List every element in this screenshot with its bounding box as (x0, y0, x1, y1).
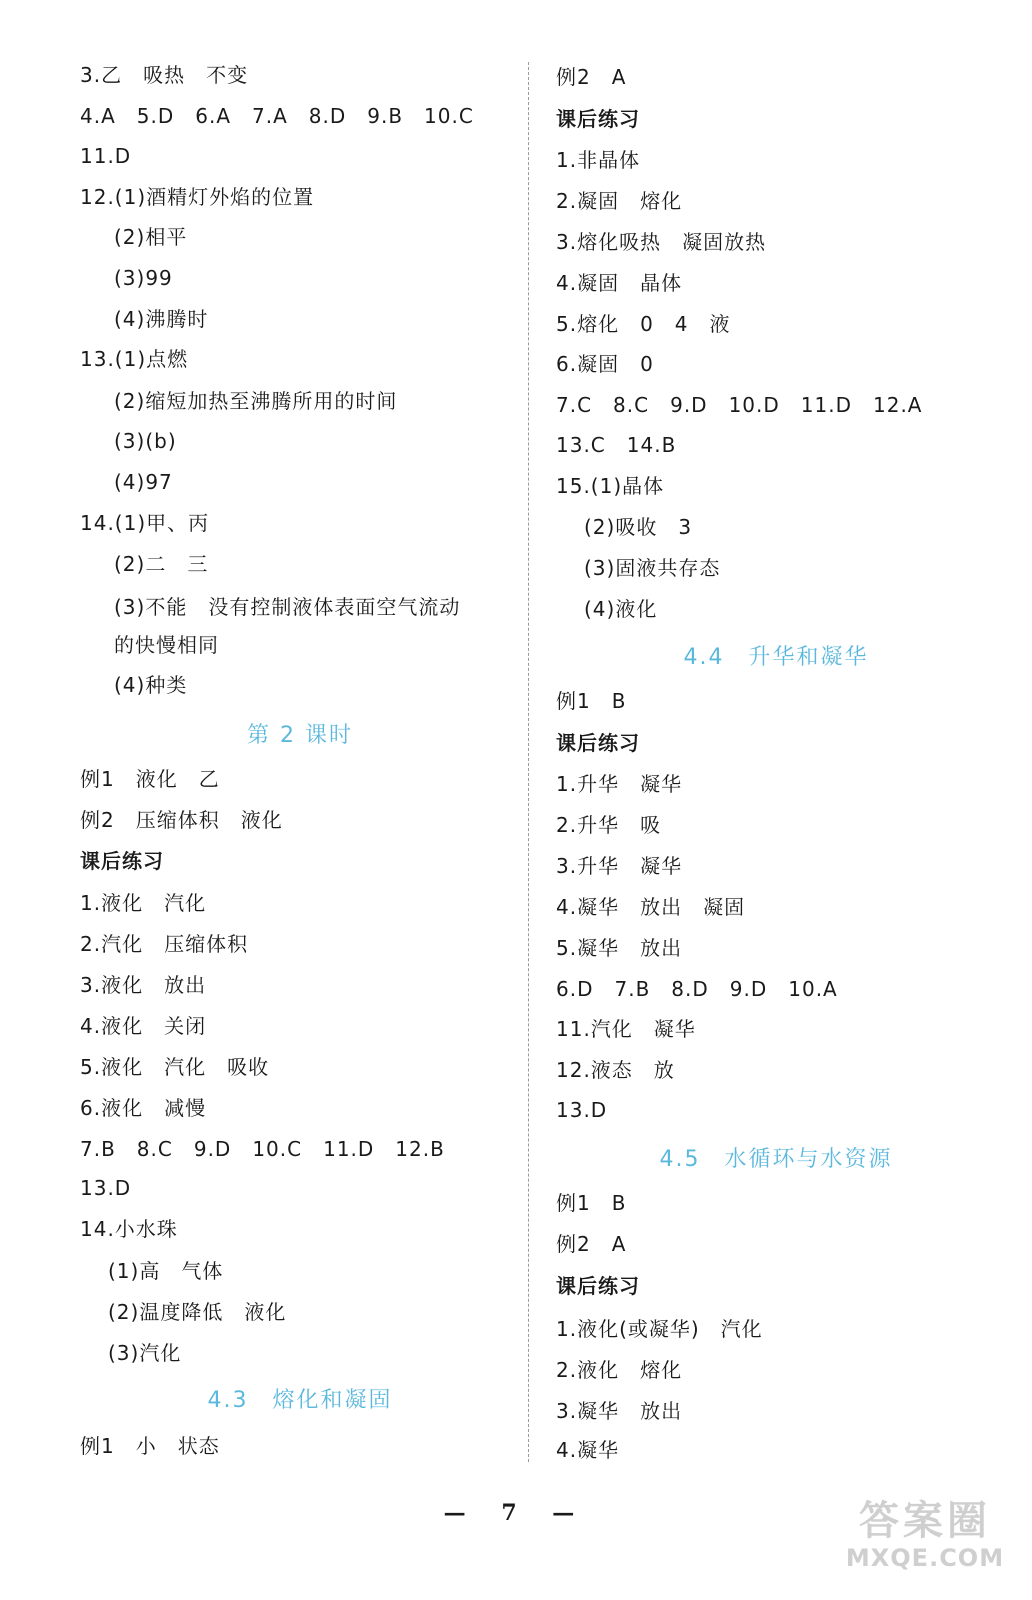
answer-line: 2.凝固 熔化 (556, 189, 683, 213)
answer-line: 3.熔化吸热 凝固放热 (556, 230, 767, 254)
answer-line: 12.液态 放 (556, 1058, 675, 1082)
example-line: 例1 B (556, 689, 627, 713)
answer-line: 3.液化 放出 (80, 973, 207, 997)
section-heading: 4.4 升华和凝华 (683, 645, 869, 670)
watermark-text: 答案圈 (859, 1498, 991, 1544)
answer-line: 6.凝固 0 (556, 352, 654, 376)
answer-subline: (3)不能 没有控制液体表面空气流动 (114, 595, 461, 619)
answer-subline: (2)温度降低 液化 (108, 1300, 287, 1324)
answer-subline: (2)相平 (114, 225, 188, 249)
answer-line: 6.D 7.B 8.D 9.D 10.A (556, 977, 838, 1001)
answer-line: 13.D (80, 1176, 132, 1200)
answer-line: 4.液化 关闭 (80, 1014, 207, 1038)
answer-line: 5.液化 汽化 吸收 (80, 1055, 270, 1079)
example-line: 例2 A (556, 1232, 627, 1256)
answer-subline: (3)(b) (114, 429, 177, 453)
answer-subline: (3)固液共存态 (584, 556, 721, 580)
answer-subline: 的快慢相同 (114, 633, 219, 657)
example-line: 例1 B (556, 1191, 627, 1215)
exercise-label: 课后练习 (80, 849, 164, 873)
answer-line: 6.液化 减慢 (80, 1096, 207, 1120)
column-divider (528, 62, 529, 1462)
answer-line: 13.D (556, 1098, 608, 1122)
answer-subline: (2)二 三 (114, 552, 209, 576)
answer-subline: (1)高 气体 (108, 1259, 224, 1283)
answer-line: 11.汽化 凝华 (556, 1017, 696, 1041)
answer-line: 1.升华 凝华 (556, 772, 683, 796)
answer-line: 15.(1)晶体 (556, 474, 665, 498)
exercise-label: 课后练习 (556, 107, 640, 131)
answer-subline: (4)沸腾时 (114, 307, 209, 331)
watermark-logo (835, 1498, 1015, 1572)
section-heading: 4.5 水循环与水资源 (659, 1147, 893, 1172)
answer-line: 7.C 8.C 9.D 10.D 11.D 12.A (556, 393, 923, 417)
watermark-url: MXQE.COM (845, 1544, 1005, 1572)
answer-line: 3.乙 吸热 不变 (80, 63, 249, 87)
answer-subline: (3)99 (114, 266, 173, 290)
answer-subline: (2)缩短加热至沸腾所用的时间 (114, 389, 398, 413)
answer-line: 5.凝华 放出 (556, 936, 683, 960)
page-number: — 7 — (443, 1500, 589, 1526)
answer-line: 4.凝华 放出 凝固 (556, 895, 746, 919)
answer-subline: (2)吸收 3 (584, 515, 693, 539)
answer-line: 13.(1)点燃 (80, 347, 189, 371)
answer-subline: (3)汽化 (108, 1341, 182, 1365)
answer-line: 2.汽化 压缩体积 (80, 932, 249, 956)
answer-line: 11.D (80, 144, 132, 168)
example-line: 例2 A (556, 65, 627, 89)
answer-line: 3.升华 凝华 (556, 854, 683, 878)
answer-subline: (4)97 (114, 470, 173, 494)
answer-line: 13.C 14.B (556, 433, 677, 457)
answer-line: 1.液化 汽化 (80, 891, 207, 915)
answer-line: 4.凝华 (556, 1438, 620, 1462)
answer-line: 4.A 5.D 6.A 7.A 8.D 9.B 10.C (80, 104, 474, 128)
answer-subline: (4)液化 (584, 597, 658, 621)
section-heading: 4.3 熔化和凝固 (207, 1388, 393, 1413)
exercise-label: 课后练习 (556, 1274, 640, 1298)
section-heading: 第 2 课时 (247, 723, 353, 748)
answer-line: 3.凝华 放出 (556, 1399, 683, 1423)
exercise-label: 课后练习 (556, 731, 640, 755)
answer-line: 1.非晶体 (556, 148, 641, 172)
answer-line: 14.小水珠 (80, 1217, 178, 1241)
example-line: 例2 压缩体积 液化 (80, 808, 283, 832)
answer-line: 12.(1)酒精灯外焰的位置 (80, 185, 315, 209)
answer-line: 14.(1)甲、丙 (80, 511, 210, 535)
answer-line: 5.熔化 0 4 液 (556, 312, 731, 336)
answer-line: 7.B 8.C 9.D 10.C 11.D 12.B (80, 1137, 445, 1161)
answer-line: 2.液化 熔化 (556, 1358, 683, 1382)
answer-line: 4.凝固 晶体 (556, 271, 683, 295)
answer-subline: (4)种类 (114, 673, 188, 697)
example-line: 例1 小 状态 (80, 1434, 220, 1458)
answer-line: 1.液化(或凝华) 汽化 (556, 1317, 763, 1341)
answer-line: 2.升华 吸 (556, 813, 662, 837)
example-line: 例1 液化 乙 (80, 767, 220, 791)
